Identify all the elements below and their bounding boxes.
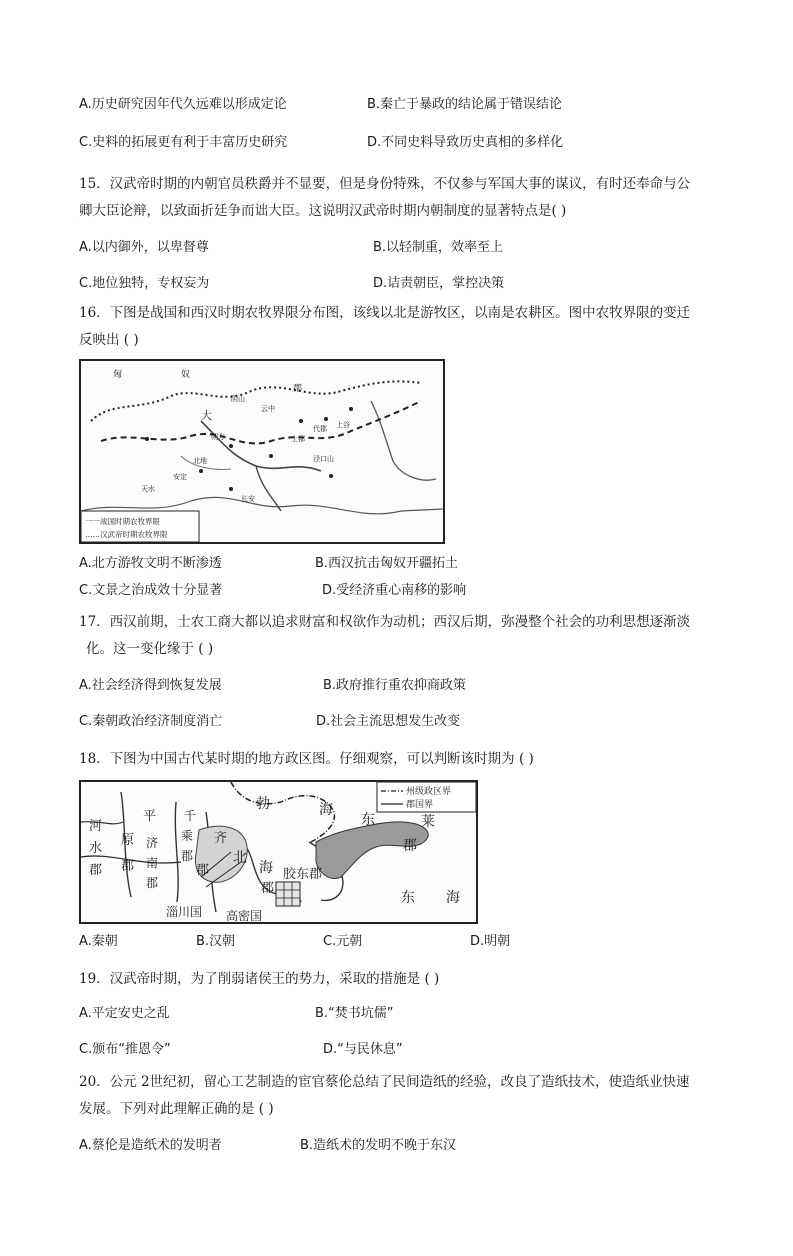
q18-option-b: B.汉朝 — [196, 934, 236, 949]
boundary-map-svg — [81, 361, 443, 542]
q20-stem-line2: 发展。下列对此理解正确的是 ( ) — [79, 1101, 274, 1117]
river-branch — [256, 466, 281, 511]
map-label-changan: 长安 — [241, 495, 255, 503]
yellow-river-line — [201, 421, 321, 471]
label-gaomi: 高密国 — [226, 909, 263, 922]
gaomi-region — [276, 882, 300, 906]
q17-option-d: D.社会主流思想发生改变 — [316, 714, 461, 729]
map-label-da: 大 — [201, 409, 212, 422]
map-label-anding: 安定 — [173, 473, 187, 481]
label-jun-3: 郡 — [181, 849, 194, 863]
q16-stem-line2: 反映出 ( ) — [79, 332, 139, 348]
q15-option-b: B.以轻制重，效率至上 — [373, 240, 504, 255]
q15-option-c: C.地位独特，专权妄为 — [79, 276, 210, 291]
q18-option-c: C.元朝 — [323, 934, 363, 949]
q15-stem-line1: 15．汉武帝时期的内朝官员秩爵并不显要，但是身份特殊，不仅参与军国大事的谋议，有时还奉命与公 — [79, 176, 691, 192]
legend-warring-states: 一一战国时期农牧界限 — [85, 517, 160, 526]
q19-option-b: B.“焚书坑儒” — [315, 1006, 394, 1021]
division-map-svg — [81, 782, 476, 922]
label-zichuan: 淄川国 — [166, 905, 203, 919]
label-bei: 北 — [233, 850, 247, 866]
label-jun-5: 郡 — [196, 863, 210, 878]
q19-option-a: A.平定安史之乱 — [79, 1006, 170, 1021]
map-label-xiong: 匈 — [113, 370, 123, 380]
map-label-yunzhong: 云中 — [261, 405, 275, 413]
q15-stem-line2: 卿大臣论辩，以致面折廷争而诎大臣。这说明汉武帝时期内朝制度的显著特点是( ) — [79, 203, 567, 219]
label-qian: 千 — [184, 809, 197, 823]
q16-stem-line1: 16．下图是战国和西汉时期农牧界限分布图，该线以北是游牧区，以南是农耕区。图中农牧界限的变迁 — [79, 305, 691, 321]
map-label-jingkoushan: 泾口山 — [313, 455, 334, 463]
label-jun-2: 郡 — [121, 859, 135, 874]
farming-pastoral-boundary-map — [79, 359, 445, 544]
label-bo: 勃 — [256, 796, 270, 812]
q15-option-d: D.诘责朝臣，掌控决策 — [373, 276, 505, 291]
map-label-daijun: 代郡 — [313, 425, 327, 433]
label-jun-6: 郡 — [261, 881, 275, 896]
map-label-tianshui: 天水 — [141, 485, 155, 493]
label-qi: 齐 — [214, 831, 228, 846]
q15-option-a: A.以内御外，以卑督尊 — [79, 240, 209, 255]
q19-option-c: C.颁布“推恩令” — [79, 1042, 171, 1057]
map-label-yinshan: 阴山 — [231, 395, 245, 403]
label-he: 河 — [89, 819, 103, 834]
q16-option-d: D.受经济重心南移的影响 — [322, 583, 467, 598]
commandery-boundary-2 — [175, 802, 178, 902]
q20-option-a: A.蔡伦是造纸术的发明者 — [79, 1138, 222, 1153]
label-jun-1: 郡 — [89, 863, 103, 878]
label-shui: 水 — [89, 841, 103, 856]
label-ping: 平 — [143, 809, 157, 824]
map-label-beidi: 北地 — [193, 457, 207, 465]
q19-stem: 19．汉武帝时期，为了削弱诸侯王的势力，采取的措施是 ( ) — [79, 971, 440, 987]
q18-option-d: D.明朝 — [470, 934, 511, 949]
q14-option-c: C.史料的拓展更有利于丰富历史研究 — [79, 135, 288, 150]
map-label-shanggu: 上谷 — [336, 421, 350, 429]
label-hai-3: 海 — [446, 890, 460, 906]
coastline — [371, 401, 436, 480]
label-jiaodong: 胶东郡 — [283, 867, 323, 882]
q17-stem-line2: 化。这一变化缘于 ( ) — [86, 641, 214, 657]
map-label-shuofang: 朔方 — [211, 433, 225, 441]
label-dong-1: 东 — [361, 812, 375, 828]
label-yuan: 原 — [121, 833, 135, 848]
q20-option-b: B.造纸术的发明不晚于东汉 — [300, 1138, 457, 1153]
label-ji: 济 — [146, 836, 159, 850]
q17-option-b: B.政府推行重农抑商政策 — [323, 678, 467, 693]
q14-option-d: D.不同史料导致历史真相的多样化 — [367, 135, 564, 150]
label-hai-2: 海 — [319, 802, 333, 818]
q19-option-d: D.“与民休息” — [323, 1042, 403, 1057]
q18-option-a: A.秦朝 — [79, 934, 118, 949]
q17-option-c: C.秦朝政治经济制度消亡 — [79, 714, 223, 729]
q14-option-b: B.秦亡于暴政的结论属于错误结论 — [367, 97, 563, 112]
q16-option-b: B.西汉抗击匈奴开疆拓土 — [315, 556, 459, 571]
q16-option-c: C.文景之治成效十分显著 — [79, 583, 223, 598]
q20-stem-line1: 20．公元 2世纪初，留心工艺制造的宦官蔡伦总结了民间造纸的经验，改良了造纸技术，使造纸业快速 — [79, 1074, 690, 1090]
label-hai-1: 海 — [259, 860, 273, 876]
label-dong-2: 东 — [401, 890, 415, 906]
legend-state-label: 州级政区界 — [406, 787, 452, 797]
label-nan: 南 — [146, 856, 159, 870]
label-jun-7: 郡 — [403, 838, 417, 854]
q18-stem: 18．下图为中国古代某时期的地方政区图。仔细观察，可以判断该时期为 ( ) — [79, 751, 534, 767]
q16-option-a: A.北方游牧文明不断渗透 — [79, 556, 222, 571]
map-label-nu: 奴 — [181, 370, 191, 380]
label-lai: 莱 — [421, 814, 435, 830]
label-cheng: 乘 — [181, 829, 194, 843]
legend-commandery-label: 郡国界 — [406, 800, 434, 810]
q17-stem-line1: 17．西汉前期，士农工商大都以追求财富和权欲作为动机；西汉后期，弥漫整个社会的功利思想逐渐淡 — [79, 614, 691, 630]
map-label-jun: 郡 — [293, 384, 303, 394]
label-jun-4: 郡 — [146, 876, 159, 890]
q17-option-a: A.社会经济得到恢复发展 — [79, 678, 222, 693]
map-label-shangjun: 上郡 — [291, 435, 305, 443]
q14-option-a: A.历史研究因年代久远难以形成定论 — [79, 97, 287, 112]
legend-western-han: ……汉武帝时期农牧界限 — [85, 530, 168, 539]
administrative-division-map — [79, 780, 478, 924]
